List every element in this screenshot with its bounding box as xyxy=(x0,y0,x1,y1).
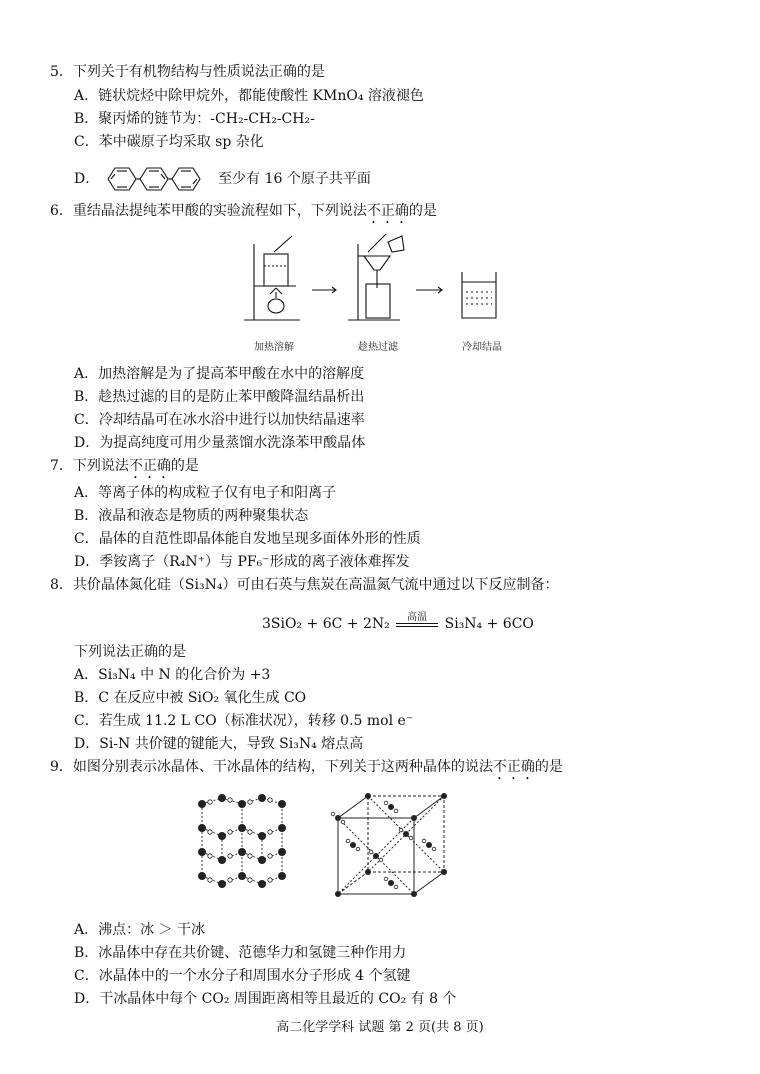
q5-option-d xyxy=(74,166,371,192)
ice-crystal-structure-diagram xyxy=(190,790,302,898)
caption-heat-dissolve: 加热溶解 xyxy=(254,342,294,353)
q6-stem xyxy=(50,201,437,227)
q8-option-c: C．若生成 11.2 L CO（标准状况），转移 0.5 mol e⁻ xyxy=(74,713,414,729)
q8-equation xyxy=(262,614,534,634)
q8-option-d: D．Si-N 共价键的键能大，导致 Si₃N₄ 熔点高 xyxy=(74,736,364,752)
q9-stem xyxy=(50,757,563,783)
q7-stem xyxy=(50,456,199,482)
dry-ice-crystal-structure-diagram xyxy=(330,790,452,902)
caption-hot-filter: 趁热过滤 xyxy=(358,342,398,353)
q9-stem-part-1: 9．如图分别表示冰晶体、干冰晶体的结构，下列关于这两种晶体的说法 xyxy=(50,759,493,775)
q7-stem-part-2: 的是 xyxy=(170,458,199,474)
q7-option-b: B．液晶和液态是物质的两种聚集状态 xyxy=(74,508,309,524)
q6-option-a: A．加热溶解是为了提高苯甲酸在水中的溶解度 xyxy=(74,366,365,382)
q8-sub-stem: 下列说法正确的是 xyxy=(74,644,186,660)
q9-option-a: A．沸点：冰 ＞ 干冰 xyxy=(74,922,206,938)
q9-option-d: D．干冰晶体中每个 CO₂ 周围距离相等且最近的 CO₂ 有 8 个 xyxy=(74,991,457,1007)
q8-option-a: A．Si₃N₄ 中 N 的化合价为 +3 xyxy=(74,667,271,683)
q5-option-a: A．链状烷烃中除甲烷外，都能使酸性 KMnO₄ 溶液褪色 xyxy=(74,88,424,104)
q6-option-b: B．趁热过滤的目的是防止苯甲酸降温结晶析出 xyxy=(74,389,365,405)
terphenyl-structure-icon xyxy=(104,166,214,192)
recrystallization-diagram xyxy=(240,232,530,332)
page-footer: 高二化学学科 试题 第 2 页(共 8 页) xyxy=(276,1020,484,1035)
q7-stem-part-1: 7．下列说法 xyxy=(50,458,129,474)
q5-option-b: B．聚丙烯的链节为：-CH₂-CH₂-CH₂- xyxy=(74,111,315,127)
q7-option-c: C．晶体的自范性即晶体能自发地呈现多面体外形的性质 xyxy=(74,531,421,547)
q6-stem-emphasis: 不正确 xyxy=(366,203,409,219)
q8-stem: 8．共价晶体氮化硅（Si₃N₄）可由石英与焦炭在高温氮气流中通过以下反应制备： xyxy=(50,577,559,593)
q8-option-b: B．C 在反应中被 SiO₂ 氧化生成 CO xyxy=(74,690,307,706)
q6-stem-part-2: 的是 xyxy=(408,203,437,219)
q7-option-a: A．等离子体的构成粒子仅有电子和阳离子 xyxy=(74,485,337,501)
q9-stem-part-2: 的是 xyxy=(534,759,563,775)
q5-option-d-prefix: D． xyxy=(74,171,100,187)
q6-stem-part-1: 6．重结晶法提纯苯甲酸的实验流程如下，下列说法 xyxy=(50,203,367,219)
q9-option-c: C．冰晶体中的一个水分子和周围水分子形成 4 个氢键 xyxy=(74,968,411,984)
caption-cool-crystallize: 冷却结晶 xyxy=(462,342,502,353)
q5-stem: 5．下列关于有机物结构与性质说法正确的是 xyxy=(50,64,325,80)
q8-equation-condition: 高温 xyxy=(407,612,428,623)
q7-stem-emphasis: 不正确 xyxy=(128,458,171,474)
q8-equation-arrow xyxy=(394,614,440,634)
q6-option-d: D．为提高纯度可用少量蒸馏水洗涤苯甲酸晶体 xyxy=(74,435,366,451)
q9-stem-emphasis: 不正确 xyxy=(492,759,535,775)
q5-option-c: C．苯中碳原子均采取 sp 杂化 xyxy=(74,134,264,150)
q8-equation-reactants: 3SiO₂ + 6C + 2N₂ xyxy=(262,616,390,632)
q7-option-d: D．季铵离子（R₄N⁺）与 PF₆⁻形成的离子液体难挥发 xyxy=(74,554,410,570)
q9-option-b: B．冰晶体中存在共价键、范德华力和氢键三种作用力 xyxy=(74,945,407,961)
q5-option-d-suffix: 至少有 16 个原子共平面 xyxy=(218,171,371,187)
q8-equation-products: Si₃N₄ + 6CO xyxy=(444,616,534,632)
q6-option-c: C．冷却结晶可在冰水浴中进行以加快结晶速率 xyxy=(74,412,365,428)
